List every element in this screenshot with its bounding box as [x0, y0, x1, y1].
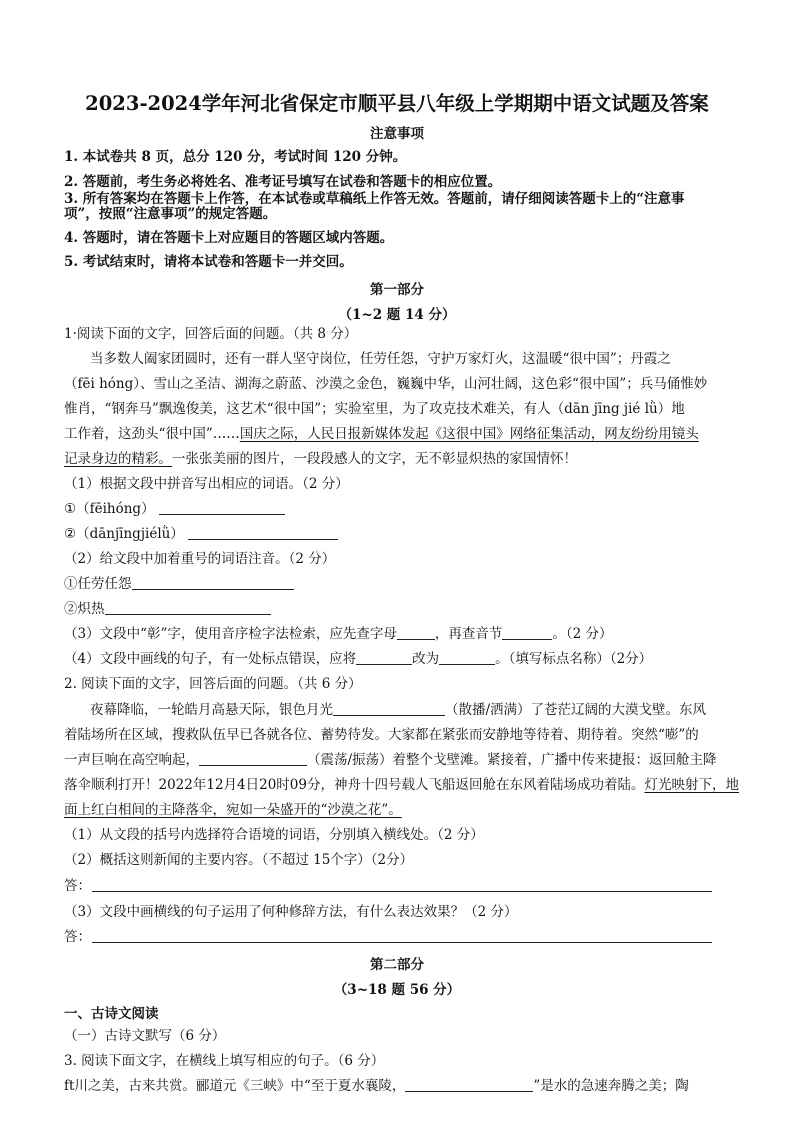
part2-heading: 第二部分	[370, 957, 424, 973]
answer-line[interactable]	[92, 891, 712, 892]
q2-passage-line: 着陆场所在区域，搜救队伍早已各就各位、蓄势待发。大家都在紧张而安静地等待着、期待着。突然“嘭”的	[64, 727, 699, 743]
notice-heading: 注意事项	[370, 126, 424, 142]
q1-sub1: （1）根据文段中拼音写出相应的词语。（2 分）	[64, 476, 349, 492]
notice-item: 项”，按照“注意事项”的规定答题。	[64, 206, 277, 222]
q1-sub1-b: ②（dānjīngjiélǜ）	[64, 524, 734, 544]
q1-sub2: （2）给文段中加着重号的词语注音。（2 分）	[64, 551, 336, 567]
q1-passage-text: 工作着，这劲头“很中国”……	[64, 426, 240, 442]
notice-item: 3. 所有答案均在答题卡上作答，在本试卷或草稿纸上作答无效。答题前，请仔细阅读答题卡上的“注意事	[64, 191, 685, 207]
q1-stem: 1·阅读下面的文字，回答后面的问题。（共 8 分）	[64, 326, 358, 342]
answer-blank[interactable]	[405, 1077, 533, 1092]
part2-subheading: （3~18 题 56 分）	[333, 982, 461, 998]
q1-underlined-sentence-end: 记录身边的精彩。	[64, 451, 172, 467]
notice-item: 5. 考试结束时，请将本试卷和答题卡一并交回。	[64, 254, 353, 270]
q2-sub1: （1）从文段的括号内选择符合语境的词语，分别填入横线处。（2 分）	[64, 827, 484, 843]
part1-subheading: （1~2 题 14 分）	[338, 307, 456, 323]
q1-sub3: （3）文段中“彰”字，使用音序检字法检索，应先查字母 ，再查音节 。（2 分）	[64, 626, 613, 642]
notice-item: 1. 本试卷共 8 页，总分 120 分，考试时间 120 分钟。	[64, 149, 407, 165]
notice-item: 2. 答题前，考生务必将姓名、准考证号填写在试卷和答题卡的相应位置。	[64, 174, 502, 190]
q1-passage-line	[64, 449, 734, 469]
subsection-heading: （一）古诗文默写（6 分）	[64, 1028, 226, 1044]
q1-sub2-b: ②炽热	[64, 599, 734, 619]
q1-passage-line: （fēi hóng）、雪山之圣洁、湖海之蔚蓝、沙漠之金色，巍巍中华，山河壮阔，这色彩“很中国”；兵马俑惟妙	[64, 376, 708, 392]
q2-passage-line: 一声巨响在高空响起， （震荡/振荡）着整个戈壁滩。紧接着，广播中传来捷报：返回舱主降	[64, 752, 717, 768]
q2-sub3: （3）文段中画横线的句子运用了何种修辞方法，有什么表达效果？（2 分）	[64, 904, 518, 920]
answer-blank[interactable]	[105, 600, 271, 615]
section-heading: 一、古诗文阅读	[64, 1006, 159, 1022]
q1-underlined-sentence: 国庆之际，人民日报新媒体发起《这很中国》网络征集活动，网友纷纷用镜头	[239, 426, 699, 442]
q2-stem: 2. 阅读下面的文字，回答后面的问题。（共 6 分）	[64, 676, 362, 692]
q2-passage-line: 夜幕降临，一轮皓月高悬天际，银色月光 （散播/洒满）了苍茫辽阔的大漠戈壁。东风	[90, 702, 707, 718]
q3-line: ft川之美，古来共赏。郦道元《三峡》中“至于夏水襄陵， ”是水的急速奔腾之美；陶	[64, 1078, 689, 1094]
q2-answer-label: 答：	[64, 929, 91, 945]
q1-sub4: （4）文段中画线的句子，有一处标点错误，应将 改为 。（填写标点名称）（2分）	[64, 651, 653, 667]
page-title: 2023-2024学年河北省保定市顺平县八年级上学期期中语文试题及答案	[85, 92, 709, 115]
q2-underlined-sentence: 灯光映射下，地	[644, 777, 739, 793]
answer-blank[interactable]	[502, 625, 552, 640]
q3-stem: 3. 阅读下面文字，在横线上填写相应的句子。（6 分）	[64, 1053, 385, 1069]
notice-item: 4. 答题时，请在答题卡上对应题目的答题区域内答题。	[64, 230, 394, 246]
q1-passage-text: 一张张美丽的图片，一段段感人的文字，无不彰显炽热的家国情怀！	[172, 451, 577, 467]
answer-line[interactable]	[92, 942, 712, 943]
answer-blank[interactable]	[333, 701, 445, 716]
answer-blank[interactable]	[439, 650, 495, 665]
q2-passage-line: 落伞顺利打开！2022年12月4日20时09分，神舟十四号载人飞船返回舱在东风着陆场成功着陆。灯光映射下，地	[64, 777, 739, 793]
part1-heading: 第一部分	[370, 282, 424, 298]
answer-blank[interactable]	[199, 751, 307, 766]
q1-passage-line	[64, 424, 734, 444]
answer-blank[interactable]	[356, 650, 412, 665]
q1-passage-line: 当多数人阖家团圆时，还有一群人坚守岗位，任劳任怨，守护万家灯火，这温暖“很中国”；丹霞之	[90, 351, 671, 367]
answer-blank[interactable]	[132, 575, 294, 590]
q2-sub2: （2）概括这则新闻的主要内容。（不超过 15个字）（2分）	[64, 852, 414, 868]
q1-sub2-a: ①任劳任怨	[64, 574, 734, 594]
q2-passage-line	[64, 800, 734, 820]
q2-answer-label: 答：	[64, 878, 91, 894]
answer-blank[interactable]	[188, 525, 338, 540]
q1-sub1-a: ①（fēihóng）	[64, 499, 734, 519]
answer-blank[interactable]	[397, 625, 435, 640]
answer-blank[interactable]	[159, 500, 285, 515]
q1-passage-line: 惟肖，“钢奔马”飘逸俊美，这艺术“很中国”；实验室里，为了攻克技术难关，有人（dān jīng jié lǜ）地	[64, 401, 685, 417]
q2-underlined-sentence-end: 面上红白相间的主降落伞，宛如一朵盛开的“沙漠之花”。	[64, 802, 402, 818]
